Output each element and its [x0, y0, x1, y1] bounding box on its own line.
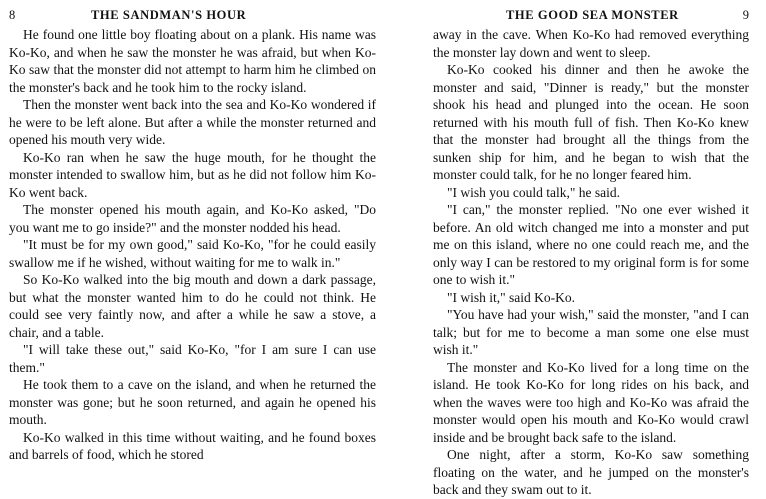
paragraph: "I wish you could talk," he said.	[447, 184, 620, 200]
paragraph: Ko-Ko cooked his dinner and then he awoke the monster and said, "Dinner is ready," but the monster shook his head and plunged into the ocean. He soon returned with his mouth full of fish. Then Ko-Ko knew that the monster had brought all the things from the sunken ship for him, and he began to wish that the monster could talk, for he no longer feared him.	[433, 62, 749, 182]
right-page-number: 9	[742, 8, 749, 22]
right-page-header	[433, 6, 749, 24]
right-page-body	[433, 26, 749, 499]
right-running-title: THE GOOD SEA MONSTER	[506, 8, 679, 22]
paragraph: Then the monster went back into the sea and Ko-Ko wondered if he were to be left alone. But after a while the monster returned and opened his mouth very wide.	[9, 97, 376, 147]
left-page-body	[9, 26, 376, 464]
paragraph: Ko-Ko walked in this time without waiting, and he found boxes and barrels of food, which he stored	[9, 429, 376, 462]
paragraph: "It must be for my own good," said Ko-Ko, "for he could easily swallow me if he wished, without waiting for me to walk in."	[9, 237, 376, 270]
paragraph: He found one little boy floating about on a plank. His name was Ko-Ko, and when he saw the monster he was afraid, but when Ko-Ko saw that the monster did not attempt to harm him he climbed on the monster's back and he took him to the rocky island.	[9, 27, 376, 95]
left-running-title: THE SANDMAN'S HOUR	[91, 8, 247, 22]
paragraph: Ko-Ko ran when he saw the huge mouth, for he thought the monster intended to swallow him, but as he did not follow him Ko-Ko went back.	[9, 149, 376, 200]
paragraph: The monster and Ko-Ko lived for a long time on the island. He took Ko-Ko for long rides on his back, and when the waves were too high and Ko-Ko was afraid the monster would open his mouth and Ko-Ko would crawl inside and be brought back safe to the island.	[433, 359, 749, 445]
left-page-header	[9, 6, 376, 24]
left-page-number: 8	[9, 8, 16, 22]
right-page	[383, 0, 766, 495]
paragraph: "I can," the monster replied. "No one ever wished it before. An old witch changed me into a monster and put me on this island, where no one could reach me, and the only way I can be restored to my original form is for some one to wish it."	[433, 202, 749, 287]
continued-paragraph: away in the cave. When Ko-Ko had removed everything the monster lay down and went to sleep.	[433, 27, 749, 60]
paragraph: "I will take these out," said Ko-Ko, "for I am sure I can use them."	[9, 342, 376, 375]
left-page	[0, 0, 383, 495]
paragraph: "I wish it," said Ko-Ko.	[447, 289, 576, 305]
paragraph: So Ko-Ko walked into the big mouth and down a dark passage, but what the monster wanted him to do he could not think. He could see very faintly now, and after a while he saw a stove, a chair, and a table.	[9, 272, 376, 340]
paragraph: He took them to a cave on the island, and when he returned the monster was gone; but he soon returned, and again he opened his mouth.	[9, 377, 376, 427]
paragraph: One night, after a storm, Ko-Ko saw something floating on the water, and he jumped on the monster's back and they swam out to it.	[433, 447, 749, 497]
paragraph: The monster opened his mouth again, and Ko-Ko asked, "Do you want me to go inside?" and the monster nodded his head.	[9, 202, 376, 235]
paragraph: "You have had your wish," said the monster, "and I can talk; but for me to become a man some one else must wish it."	[433, 307, 749, 357]
